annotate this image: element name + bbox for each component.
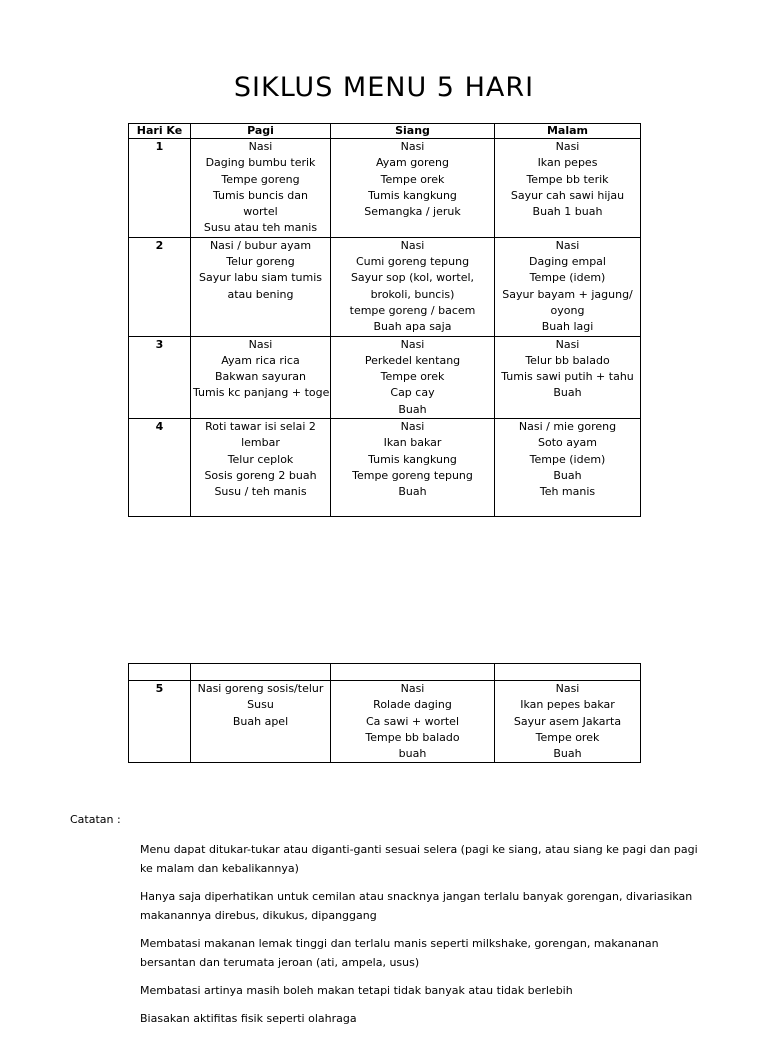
menu-item-line: Sayur asem Jakarta (513, 714, 622, 728)
menu-item-line: Daging empal (529, 255, 606, 269)
menu-item-line: Nasi (400, 238, 425, 252)
menu-item-line: Roti tawar isi selai 2 (205, 420, 316, 434)
table-row (129, 681, 641, 763)
siang-cell (331, 336, 495, 418)
menu-item-line: Daging bumbu terik (205, 156, 316, 170)
menu-item-line: Ayam goreng (376, 156, 449, 170)
menu-item-line: Nasi (248, 140, 273, 153)
malam-cell (495, 139, 641, 238)
menu-item-line: Ca sawi + wortel (365, 714, 460, 728)
note-item: Membatasi artinya masih boleh makan tetapi tidak banyak atau tidak berlebih (140, 984, 573, 997)
menu-item-line: Buah apel (232, 714, 289, 728)
page-title: SIKLUS MENU 5 HARI (233, 72, 535, 103)
siang-cell (331, 419, 495, 517)
note-item: Hanya saja diperhatikan untuk cemilan atau snacknya jangan terlalu banyak gorengan, divariasikan makanannya direbus, dikukus, dipanggang (140, 890, 693, 922)
menu-item-line: Ikan pepes bakar (520, 698, 615, 712)
menu-item-line: Buah (553, 747, 582, 761)
menu-item-line: Nasi / bubur ayam (209, 238, 312, 252)
menu-item-line: Tempe orek (535, 730, 600, 744)
menu-item-line: Tumis kangkung (368, 188, 457, 202)
menu-item-line: Nasi (400, 682, 425, 695)
table-row (129, 419, 641, 517)
note-item: Menu dapat ditukar-tukar atau diganti-ganti sesuai selera (pagi ke siang, atau siang ke pagi dan pagi ke malam dan kebalikannya) (140, 843, 698, 875)
menu-table-continued (128, 663, 641, 763)
header-hari-ke: Hari Ke (129, 124, 191, 139)
menu-item-line: Telur goreng (226, 255, 295, 269)
menu-item-line: Susu / teh manis (214, 485, 307, 499)
menu-item-line: Cumi goreng tepung (355, 255, 470, 269)
day-cell: 3 (129, 336, 191, 418)
malam-cell (495, 681, 641, 763)
menu-item-line: Nasi (248, 337, 273, 351)
menu-item-line: wortel (243, 205, 278, 219)
table-row (129, 336, 641, 418)
malam-cell (495, 336, 641, 418)
menu-item-line: Sayur bayam + jagung/ (502, 287, 633, 301)
malam-cell (495, 237, 641, 336)
pagi-cell (191, 419, 331, 517)
malam-cell (495, 419, 641, 517)
menu-item-line: atau bening (227, 287, 294, 301)
header-siang: Siang (331, 124, 495, 139)
menu-item-line: Sosis goreng 2 buah (204, 468, 317, 482)
menu-item-line: tempe goreng / bacem (349, 303, 476, 317)
menu-item-line: Tempe goreng (221, 172, 300, 186)
menu-item-line: Tempe (idem) (529, 452, 606, 466)
menu-item-line: Tumis kangkung (368, 452, 457, 466)
day-cell: 1 (129, 139, 191, 238)
header-pagi: Pagi (191, 124, 331, 139)
menu-item-line: Ikan bakar (383, 436, 442, 450)
day-cell: 2 (129, 237, 191, 336)
day-cell: 5 (129, 681, 191, 763)
menu-item-line: Nasi (555, 682, 580, 695)
menu-item-line: buah (398, 747, 427, 761)
menu-item-line: Tumis sawi putih + tahu (501, 370, 634, 384)
menu-item-line: Buah (553, 468, 582, 482)
table-row (129, 139, 641, 238)
menu-item-line: Teh manis (539, 485, 596, 499)
menu-item-line: Tempe goreng tepung (352, 468, 473, 482)
menu-item-line: Buah 1 buah (532, 205, 603, 219)
pagi-cell (191, 336, 331, 418)
menu-item-line: Susu atau teh manis (203, 221, 318, 235)
menu-item-line: Cap cay (390, 386, 435, 400)
menu-item-line: Nasi (400, 140, 425, 153)
menu-item-line: Buah (398, 485, 427, 499)
menu-item-line: Tempe orek (380, 172, 445, 186)
menu-item-line: oyong (550, 303, 585, 317)
menu-item-line: Semangka / jeruk (364, 205, 461, 219)
menu-item-line: Tempe bb terik (526, 172, 609, 186)
header-malam: Malam (495, 124, 641, 139)
menu-item-line: Telur ceplok (227, 452, 294, 466)
menu-item-line: Tumis buncis dan (213, 188, 308, 202)
menu-item-line: brokoli, buncis) (370, 287, 455, 301)
menu-item-line: Susu (247, 698, 274, 712)
menu-item-line: Tumis kc panjang + toge (193, 386, 330, 400)
menu-item-line: Bakwan sayuran (214, 370, 307, 384)
pagi-cell (191, 237, 331, 336)
menu-item-line: Buah (398, 402, 427, 416)
menu-item-line: Nasi (555, 238, 580, 252)
menu-item-line: Soto ayam (538, 436, 597, 450)
menu-item-line: Nasi / mie goreng (518, 420, 617, 434)
siang-cell (331, 139, 495, 238)
empty-header-row (129, 664, 641, 681)
menu-item-line: Ayam rica rica (221, 353, 300, 367)
menu-item-line: Buah lagi (541, 320, 594, 334)
menu-item-line: Nasi (400, 420, 425, 434)
menu-item-line: Perkedel kentang (364, 353, 461, 367)
menu-item-line: Tempe orek (380, 370, 445, 384)
menu-item-line: Nasi (555, 140, 580, 153)
menu-item-line: Nasi goreng sosis/telur (197, 682, 324, 695)
menu-item-line: Tempe (idem) (529, 271, 606, 285)
notes-list (140, 840, 700, 1037)
menu-item-line: Nasi (555, 337, 580, 351)
menu-item-line: lembar (241, 436, 280, 450)
menu-item-line: Telur bb balado (525, 353, 610, 367)
table-header-row (129, 124, 641, 139)
menu-item-line: Rolade daging (373, 698, 452, 712)
notes-label: Catatan : (70, 813, 121, 826)
note-item: Membatasi makanan lemak tinggi dan terlalu manis seperti milkshake, gorengan, makananan bersantan dan terumata jeroan (ati, ampela, usus) (140, 937, 659, 969)
day-cell: 4 (129, 419, 191, 517)
note-item: Biasakan aktifitas fisik seperti olahraga (140, 1012, 357, 1025)
menu-item-line: Tempe bb balado (365, 730, 460, 744)
menu-item-line: Sayur sop (kol, wortel, (350, 271, 475, 285)
menu-item-line: Sayur cah sawi hijau (510, 188, 625, 202)
menu-item-line: Nasi (400, 337, 425, 351)
table-row (129, 237, 641, 336)
menu-item-line: Buah apa saja (373, 320, 452, 334)
siang-cell (331, 237, 495, 336)
pagi-cell (191, 139, 331, 238)
menu-item-line: Ikan pepes (537, 156, 598, 170)
pagi-cell (191, 681, 331, 763)
menu-item-line: Sayur labu siam tumis (199, 271, 322, 285)
siang-cell (331, 681, 495, 763)
menu-table (128, 123, 641, 517)
menu-item-line: Buah (553, 386, 582, 400)
